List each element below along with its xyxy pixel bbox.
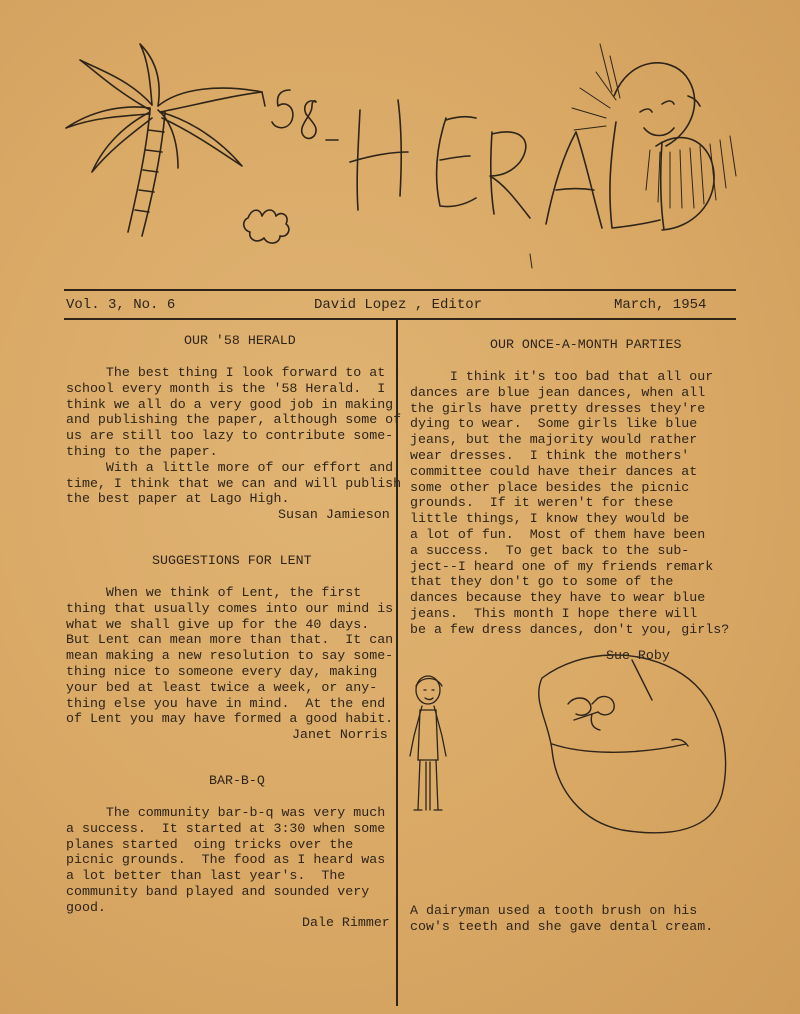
article-line: planes started oing tricks over the (66, 836, 354, 852)
article-heading-once-a-month-parties: OUR ONCE-A-MONTH PARTIES (490, 337, 682, 352)
article-line: of Lent you may have formed a good habit. (66, 711, 394, 727)
article-line: your bed at least twice a week, or any- (66, 679, 378, 695)
article-line: dances are blue jean dances, when all (410, 384, 706, 400)
girl-figure-drawing-icon (398, 670, 458, 830)
article-line: I think it's too bad that all our (410, 369, 714, 384)
article-heading-bar-b-q: BAR-B-Q (209, 773, 265, 788)
article-line: time, I think that we can and will publish (66, 475, 402, 491)
article-line: The best thing I look forward to at (66, 365, 386, 380)
article-line: thing else you have in mind. At the end (66, 695, 386, 711)
volume-number: Vol. 3, No. 6 (66, 297, 176, 313)
article-line: that they don't go to some of the (410, 574, 674, 590)
article-body-bar-b-q (66, 805, 385, 916)
article-body-once-a-month-parties (410, 369, 729, 638)
joke-line: A dairyman used a tooth brush on his (410, 903, 698, 918)
masthead-rule-bottom (64, 318, 736, 320)
issue-info-line (66, 297, 736, 317)
article-line: us are still too lazy to contribute some- (66, 428, 394, 444)
article-line: picnic grounds. The food as I heard was (66, 852, 386, 868)
masthead-illustration (0, 0, 800, 290)
author-susan-jamieson: Susan Jamieson (278, 507, 390, 522)
masthead-rule-top (64, 289, 736, 291)
article-line: the best paper at Lago High. (66, 491, 290, 507)
cow-face-drawing-icon (512, 648, 730, 834)
article-line: wear dresses. I think the mothers' (410, 447, 690, 463)
letter-e-icon (437, 117, 476, 207)
article-line: and publishing the paper, although some of (66, 412, 402, 428)
joke-text (410, 903, 713, 935)
letter-r-icon (490, 132, 530, 218)
article-line: think we all do a very good job in making (66, 396, 394, 412)
bush-icon (244, 210, 289, 243)
author-janet-norris: Janet Norris (292, 727, 388, 742)
article-line: With a little more of our effort and (66, 459, 394, 475)
letter-a-icon (546, 132, 602, 228)
article-line: community band played and sounded very (66, 883, 370, 899)
article-line: The community bar-b-q was very much (66, 805, 386, 820)
article-line: good. (66, 899, 106, 915)
article-line: When we think of Lent, the first (66, 585, 362, 600)
article-heading-our-58-herald: OUR '58 HERALD (184, 333, 296, 348)
article-line: ject--I heard one of my friends remark (410, 558, 714, 574)
author-sue-roby: Sue Roby (606, 648, 670, 663)
editor-credit: David Lopez , Editor (314, 297, 483, 313)
article-line: dying to wear. Some girls like blue (410, 416, 698, 432)
article-line: little things, I know they would be (410, 511, 690, 527)
article-line: school every month is the '58 Herald. I (66, 380, 386, 396)
article-line: But Lent can mean more than that. It can (66, 632, 394, 648)
letter-d-icon (656, 138, 714, 230)
article-line: a success. It started at 3:30 when some (66, 820, 386, 836)
article-line: thing nice to someone every day, making (66, 663, 378, 679)
letter-h-icon (350, 100, 408, 210)
article-body-suggestions-for-lent (66, 585, 393, 727)
article-line: mean making a new resolution to say some- (66, 648, 394, 664)
article-line: grounds. If it weren't for these (410, 495, 674, 511)
article-line: committee could have their dances at (410, 463, 698, 479)
article-line: thing to the paper. (66, 443, 218, 459)
article-line: a success. To get back to the sub- (410, 542, 690, 558)
joke-line: cow's teeth and she gave dental cream. (410, 918, 714, 934)
palm-frond-icon (80, 60, 152, 110)
sun-icon (614, 63, 695, 146)
letter-l-icon (610, 122, 660, 228)
issue-date: March, 1954 (614, 297, 707, 313)
article-line: thing that usually comes into our mind is (66, 600, 394, 616)
article-line: jeans, but the majority would rather (410, 432, 698, 448)
article-line: what we shall give up for the 40 days. (66, 616, 370, 632)
article-line: jeans. This month I hope there will (410, 605, 698, 621)
article-line: a lot better than last year's. The (66, 868, 346, 884)
article-line: be a few dress dances, don't you, girls? (410, 621, 730, 637)
hand-drawn-masthead (0, 0, 800, 290)
article-line: a lot of fun. Most of them have been (410, 526, 706, 542)
author-dale-rimmer: Dale Rimmer (302, 915, 390, 930)
article-line: dances because they have to wear blue (410, 590, 706, 606)
article-line: some other place besides the picnic (410, 479, 690, 495)
article-line: the girls have pretty dresses they're (410, 400, 706, 416)
article-heading-suggestions-for-lent: SUGGESTIONS FOR LENT (152, 553, 312, 568)
article-body-our-58-herald (66, 365, 401, 507)
